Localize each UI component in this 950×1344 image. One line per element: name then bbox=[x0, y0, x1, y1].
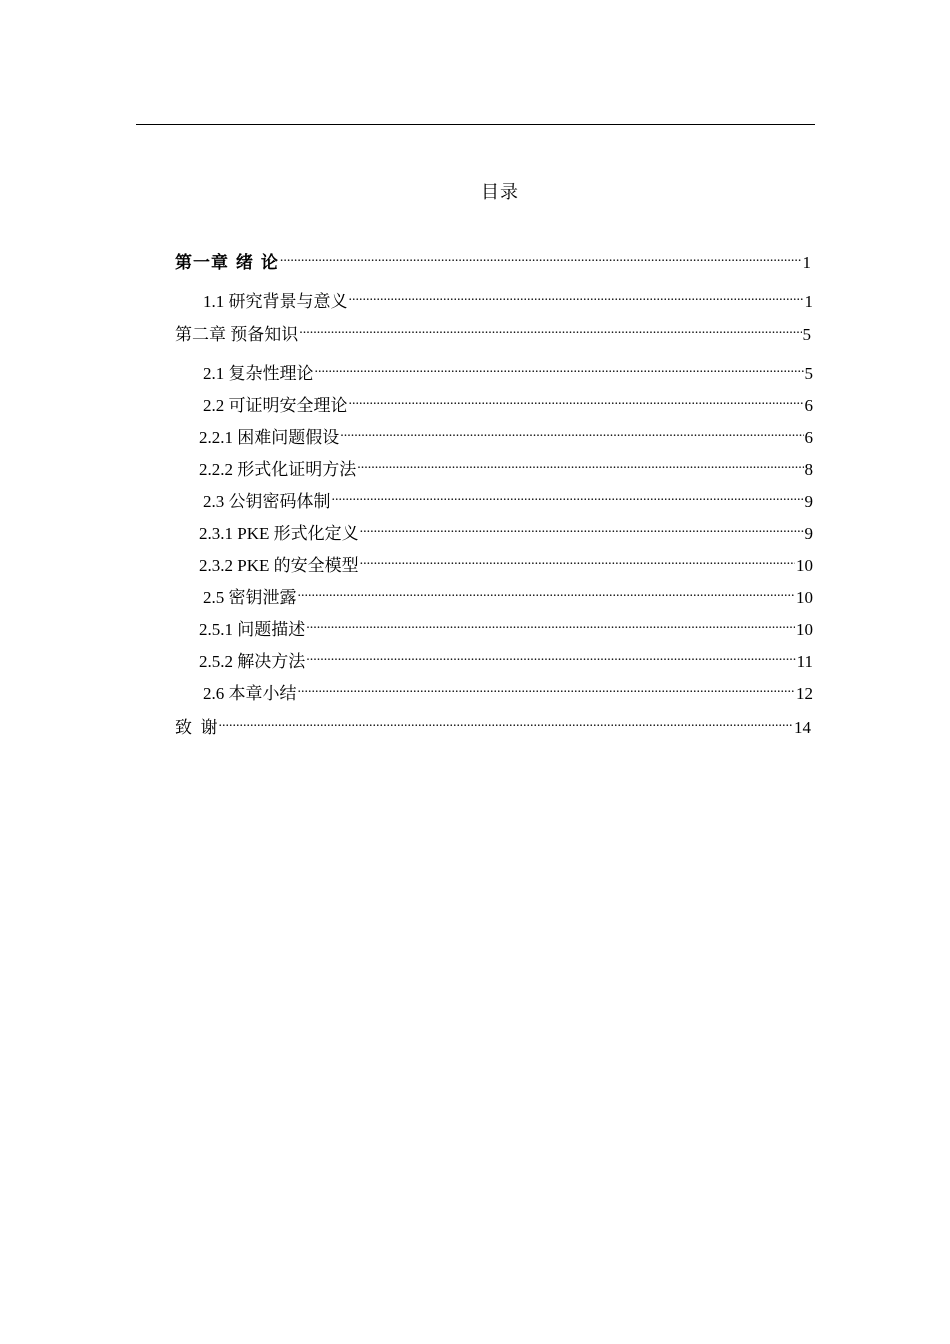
toc-entry-2-1[interactable] bbox=[203, 357, 813, 385]
toc-dot-leader bbox=[298, 581, 796, 603]
toc-page-number: 1 bbox=[802, 253, 811, 272]
toc-entry-2-5-2[interactable] bbox=[199, 645, 813, 673]
toc-page-number: 9 bbox=[804, 492, 813, 511]
toc-entry-label: 2.3 公钥密码体制 bbox=[203, 492, 331, 511]
toc-dot-leader bbox=[315, 357, 804, 379]
toc-entry-label: 2.3.1 PKE 形式化定义 bbox=[199, 524, 359, 543]
toc-entry-2-5[interactable] bbox=[203, 581, 813, 609]
toc-dot-leader bbox=[298, 677, 796, 699]
toc-dot-leader bbox=[306, 613, 795, 635]
toc-entry-label: 致 谢 bbox=[175, 718, 218, 737]
toc-dot-leader bbox=[360, 549, 795, 571]
toc-entry-acknowledgements[interactable] bbox=[175, 711, 811, 739]
toc-page-number: 6 bbox=[804, 396, 813, 415]
toc-dot-leader bbox=[332, 485, 804, 507]
toc-page-number: 8 bbox=[804, 460, 813, 479]
toc-page-number: 6 bbox=[804, 428, 813, 447]
toc-page-number: 10 bbox=[796, 588, 813, 607]
toc-page-number: 1 bbox=[804, 292, 813, 311]
toc-entry-label: 2.2 可证明安全理论 bbox=[203, 396, 348, 415]
toc-entry-label: 1.1 研究背景与意义 bbox=[203, 292, 348, 311]
toc-page-number: 10 bbox=[796, 556, 813, 575]
toc-dot-leader bbox=[349, 285, 804, 307]
toc-entry-2-3-1[interactable] bbox=[199, 517, 813, 545]
toc-entry-1-1[interactable] bbox=[203, 285, 813, 313]
toc-page-number: 5 bbox=[804, 364, 813, 383]
toc-entry-2-3[interactable] bbox=[203, 485, 813, 513]
header-rule bbox=[136, 124, 815, 125]
toc-entry-2-2-1[interactable] bbox=[199, 421, 813, 449]
toc-dot-leader bbox=[340, 421, 803, 443]
toc-dot-leader bbox=[357, 453, 803, 475]
toc-entry-label: 第一章 绪 论 bbox=[175, 253, 279, 273]
toc-entry-chapter-2[interactable] bbox=[175, 318, 811, 346]
toc-dot-leader bbox=[219, 711, 794, 733]
toc-dot-leader bbox=[306, 645, 795, 667]
toc-entry-label: 2.2.2 形式化证明方法 bbox=[199, 460, 357, 479]
toc-dot-leader bbox=[349, 389, 804, 411]
toc-entry-2-2-2[interactable] bbox=[199, 453, 813, 481]
toc-page-number: 14 bbox=[794, 718, 811, 737]
toc-entry-label: 2.5.1 问题描述 bbox=[199, 620, 306, 639]
toc-entry-label: 2.5.2 解决方法 bbox=[199, 652, 306, 671]
toc-entry-2-2[interactable] bbox=[203, 389, 813, 417]
toc-entry-label: 2.1 复杂性理论 bbox=[203, 364, 314, 383]
toc-page-number: 10 bbox=[796, 620, 813, 639]
toc-entry-label: 2.6 本章小结 bbox=[203, 684, 297, 703]
toc-dot-leader bbox=[299, 318, 801, 340]
toc-entry-chapter-1[interactable] bbox=[175, 246, 811, 274]
toc-entry-label: 第二章 预备知识 bbox=[175, 325, 299, 344]
toc-dot-leader bbox=[360, 517, 804, 539]
toc-page-number: 12 bbox=[796, 684, 813, 703]
toc-dot-leader bbox=[280, 246, 802, 268]
toc-entry-2-5-1[interactable] bbox=[199, 613, 813, 641]
toc-page-number: 5 bbox=[802, 325, 811, 344]
toc-entry-2-6[interactable] bbox=[203, 677, 813, 705]
toc-entry-label: 2.5 密钥泄露 bbox=[203, 588, 297, 607]
toc-page-number: 9 bbox=[804, 524, 813, 543]
toc-entry-label: 2.2.1 困难问题假设 bbox=[199, 428, 340, 447]
toc-entry-label: 2.3.2 PKE 的安全模型 bbox=[199, 556, 359, 575]
toc-page-number: 11 bbox=[796, 652, 813, 671]
toc-title: 目录 bbox=[481, 182, 519, 202]
toc-entry-2-3-2[interactable] bbox=[199, 549, 813, 577]
